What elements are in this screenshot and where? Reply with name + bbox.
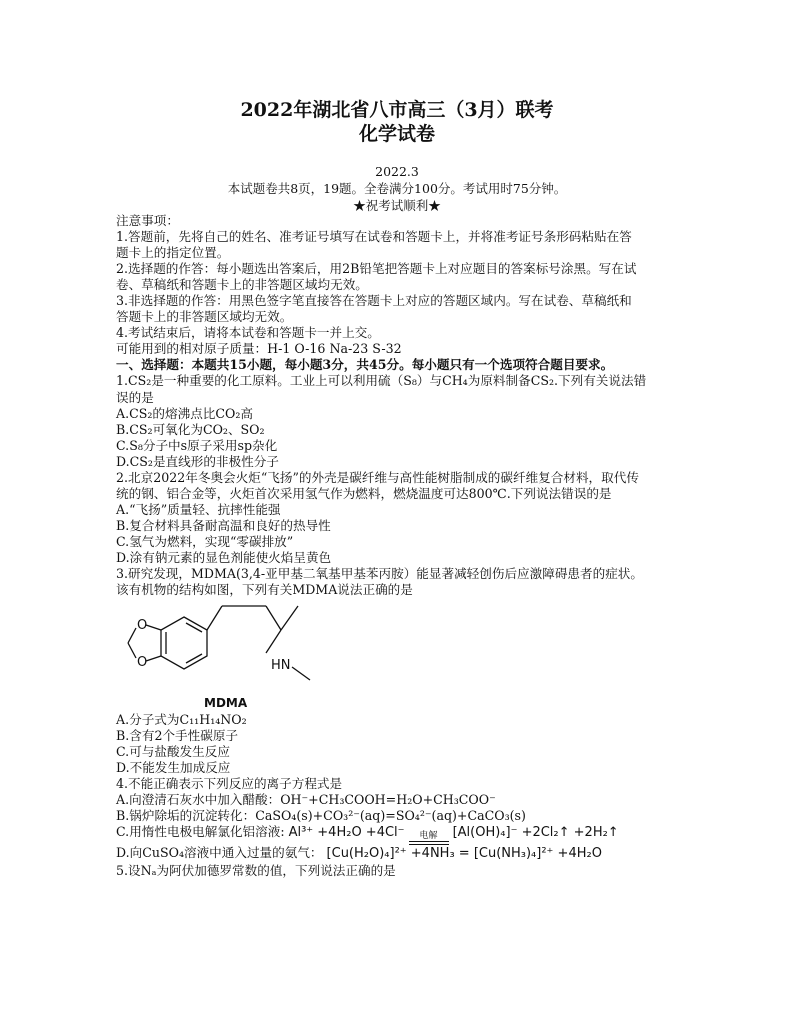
q2-option-a: A.“飞扬”质量轻、抗摔性能强 — [116, 501, 281, 517]
benzene-ring — [161, 617, 207, 669]
q4-stem: 4.不能正确表示下列反应的离子方程式是 — [116, 776, 343, 792]
note-1a: 1.答题前，先将自己的姓名、准考证号填写在试卷和答题卡上，并将准考证号条形码粘贴在答 — [116, 229, 632, 245]
aromatic-bond-1 — [186, 623, 202, 632]
q1-option-d: D.CS₂是直线形的非极性分子 — [116, 453, 279, 469]
note-4: 4.考试结束后，请将本试卷和答题卡一并上交。 — [116, 325, 380, 341]
q4-option-c-right: [Al(OH)₄]⁻ +2Cl₂↑ +2H₂↑ — [452, 825, 619, 841]
mdma-caption: MDMA — [204, 696, 248, 711]
q3-stem-a: 3.研究发现，MDMA(3,4-亚甲基二氧基甲基苯丙胺）能显著减轻创伤后应激障碍患者的症状。 — [116, 566, 643, 582]
q2-stem-b: 统的钢、铝合金等，火炬首次采用氢气作为燃料，燃烧温度可达800℃.下列说法错误的是 — [116, 485, 612, 501]
q4-option-c — [116, 824, 676, 845]
note-2a: 2.选择题的作答：每小题选出答案后，用2B铅笔把答题卡上对应题目的答案标号涂黑。写在试 — [116, 261, 637, 277]
note-2b: 卷、草稿纸和答题卡上的非答题区域均无效。 — [116, 277, 368, 293]
electrolysis-label: 电解 — [419, 831, 438, 842]
note-3a: 3.非选择题的作答：用黑色签字笔直接答在答题卡上对应的答题区域内。写在试卷、草稿纸和 — [116, 293, 632, 309]
oxygen-2-label: O — [137, 655, 148, 671]
methyl-bond — [281, 606, 298, 630]
o2-bond — [146, 656, 161, 661]
q3-stem-b: 该有机物的结构如图，下列有关MDMA说法正确的是 — [116, 582, 413, 598]
q3-option-b: B.含有2个手性碳原子 — [116, 728, 239, 744]
exam-body — [116, 213, 676, 879]
ch2-bond-2 — [128, 643, 136, 658]
q2-option-d: D.涂有钠元素的显色剂能使火焰呈黄色 — [116, 549, 332, 565]
q4-option-d-eq: [Cu(H₂O)₄]²⁺ +4NH₃ = [Cu(NH₃)₄]²⁺ +4H₂O — [326, 846, 602, 862]
side-chain-3 — [266, 606, 281, 630]
n-methyl-bond — [292, 667, 310, 680]
q4-option-d-text: D.向CuSO₄溶液中通入过量的氨气： — [116, 845, 323, 861]
q3-option-c: C.可与盐酸发生反应 — [116, 744, 230, 760]
q4-option-c-text: C.用惰性电极电解氯化铝溶液: — [116, 824, 285, 840]
q1-option-a: A.CS₂的熔沸点比CO₂高 — [116, 405, 253, 421]
exam-wish: ★祝考试顺利★ — [353, 198, 441, 213]
aromatic-bond-2 — [186, 654, 202, 663]
notes-heading: 注意事项： — [116, 213, 179, 228]
o1-bond — [146, 625, 161, 630]
section-heading: 一、选择题：本题共15小题，每小题3分，共45分。每小题只有一个选项符合题目要求。 — [116, 357, 614, 373]
q4-option-d — [116, 845, 676, 862]
q1-option-c: C.S₈分子中s原子采用sp杂化 — [116, 437, 278, 453]
q2-option-b: B.复合材料具备耐高温和良好的热导性 — [116, 517, 331, 533]
note-3b: 答题卡上的非答题区域均无效。 — [116, 309, 293, 325]
q1-option-b: B.CS₂可氧化为CO₂、SO₂ — [116, 421, 265, 437]
amine-label: HN — [271, 658, 291, 674]
q5-stem: 5.设Nₐ为阿伏加德罗常数的值，下列说法正确的是 — [116, 862, 396, 878]
side-chain-1 — [207, 606, 222, 630]
oxygen-1-label: O — [137, 618, 148, 634]
q2-stem-a: 2.北京2022年冬奥会火炬“飞扬”的外壳是碳纤维与高性能树脂制成的碳纤维复合材料，取代传 — [116, 469, 639, 485]
q4-option-b: B.锅炉除垢的沉淀转化：CaSO₄(s)+CO₃²⁻(aq)=SO₄²⁻(aq)+CaCO₃(s) — [116, 808, 526, 824]
c-n-bond — [266, 630, 281, 653]
q2-option-c: C.氢气为燃料，实现“零碳排放” — [116, 533, 294, 549]
q1-stem-a: 1.CS₂是一种重要的化工原料。工业上可以利用硫（S₈）与CH₄为原料制备CS₂.下列有关说法错 — [116, 373, 647, 389]
exam-summary: 本试题卷共8页，19题。全卷满分100分。考试用时75分钟。 — [227, 181, 567, 196]
q1-stem-b: 误的是 — [116, 389, 154, 405]
exam-title: 2022年湖北省八市高三（3月）联考 — [240, 99, 554, 121]
ch2-bond-1 — [128, 628, 136, 643]
q3-option-a: A.分子式为C₁₁H₁₄NO₂ — [116, 712, 247, 728]
note-1b: 题卡上的指定位置。 — [116, 245, 230, 261]
q4-option-a: A.向澄清石灰水中加入醋酸：OH⁻+CH₃COOH=H₂O+CH₃COO⁻ — [116, 792, 496, 808]
mdma-structure-figure — [116, 600, 336, 712]
q3-option-d: D.不能发生加成反应 — [116, 760, 231, 776]
q4-option-c-left: Al³⁺ +4H₂O +4Cl⁻ — [288, 825, 405, 841]
exam-subject: 化学试卷 — [358, 123, 435, 145]
exam-date: 2022.3 — [375, 164, 419, 179]
atomic-mass-line: 可能用到的相对原子质量：H-1 O-16 Na-23 S-32 — [116, 341, 402, 357]
electrolysis-arrow — [409, 832, 449, 845]
